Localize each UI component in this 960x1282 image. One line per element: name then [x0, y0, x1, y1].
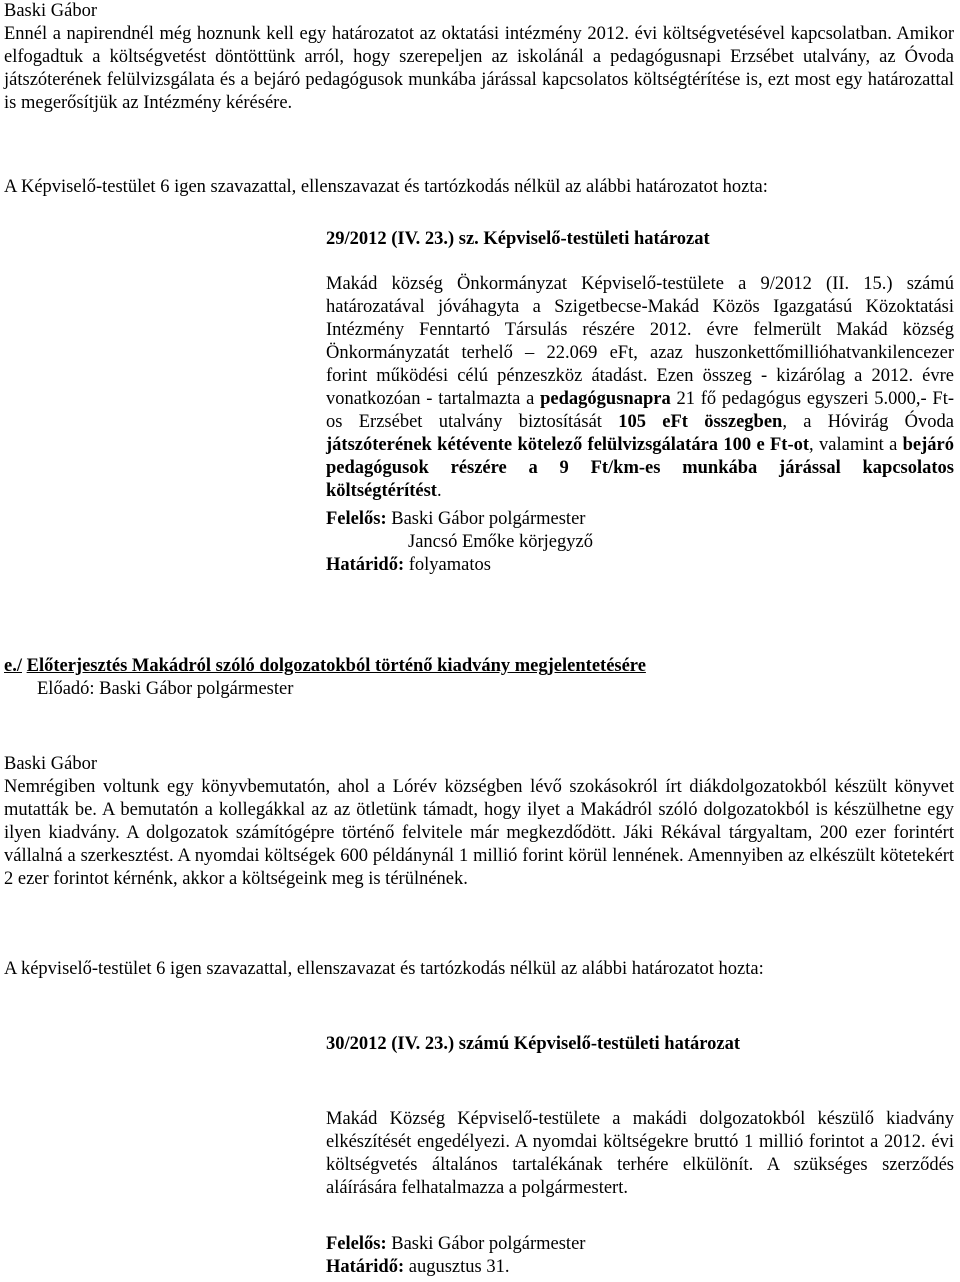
deadline-line [326, 554, 926, 577]
presenter-line: Előadó: Baski Gábor polgármester [37, 679, 294, 699]
resolution-text: 21 fő pedagógus egyszeri 5.000,- Ft-os Erzsébet utalvány biztosítását [326, 389, 954, 432]
vote-statement: A Képviselő-testület 6 igen szavazattal, ellenszavazat és tartózkodás nélkül az alábbi határozatot hozta: [4, 177, 768, 197]
resolution-emphasis: bejáró pedagógusok részére a 9 Ft/km-es munkába járással kapcsolatos költségtérítést [326, 435, 954, 501]
resolution-body: Makád Község Képviselő-testülete a makádi dolgozatokból készülő kiadvány elkészítését engedélyezi. A nyomdai költségekre bruttó 1 millió forintot a 2012. évi költségvetés általános tartalékának terhére elkülönít. A szükséges szerződés aláírására felhatalmazza a polgármestert. [326, 1109, 954, 1198]
speaker-name: Baski Gábor [4, 754, 97, 774]
resolution-emphasis: játszóterének kétévente kötelező felülvizsgálatára 100 e Ft-ot [326, 435, 810, 455]
deadline-value: folyamatos [408, 555, 491, 575]
responsible-line [326, 508, 926, 554]
resolution-emphasis: 105 eFt összegben [618, 412, 783, 432]
responsible-person-secondary: Jancsó Emőke körjegyző [408, 532, 593, 552]
responsible-label: Felelős: [326, 1234, 387, 1254]
section-number: e./ [4, 656, 22, 676]
resolution-text: , valamint a [809, 435, 903, 455]
resolution-title: 29/2012 (IV. 23.) sz. Képviselő-testületi határozat [326, 229, 710, 249]
deadline-value: augusztus 31. [408, 1257, 510, 1277]
resolution-body [326, 273, 954, 503]
resolution-text: Makád község Önkormányzat Képviselő-testülete a 9/2012 (II. 15.) számú határozatával jóváhagyta a Szigetbecse-Makád Közös Igazgatású Közoktatási Intézmény Fenntartó Társulás részére 2012. évre felmerült Makád község Önkormányzatát terhelő – 22.069 eFt, azaz huszonkettőmillióhatvankilencezer forint működési célú pénzeszköz átadást. Ezen összeg - kizárólag a 2012. évre vonatkozóan - tartalmazta a [326, 274, 954, 409]
deadline-label: Határidő: [326, 555, 405, 575]
intro-paragraph: Ennél a napirendnél még hoznunk kell egy határozatot az oktatási intézmény 2012. évi költségvetésével kapcsolatban. Amikor elfogadtuk a költségvetést döntöttünk arról, hogy szerepeljen az iskolánál a pedagógusnapi Erzsébet utalvány, az Óvoda játszóterének felülvizsgálata és a bejáró pedagógusok munkába járással kapcsolatos költségtérítése is, ezt most egy határozattal is megerősítjük az Intézmény kérésére. [4, 24, 954, 113]
resolution-text: , a Hóvirág Óvoda [782, 412, 954, 432]
deadline-label: Határidő: [326, 1257, 405, 1277]
speech-paragraph: Nemrégiben voltunk egy könyvbemutatón, ahol a Lórév községben lévő szokásokról írt diákdolgozatokból készült könyvet mutatták be. A bemutatón a kollegákkal az az ötletünk támadt, hogy ilyet a Makádról szóló dolgozatokból is készülhetne egy ilyen kiadvány. A dolgozatok számítógépre történő felvitele már megkezdődött. Jáki Rékával tárgyaltam, 200 ezer forintért vállalná a szerkesztést. A nyomdai költségek 600 példánynál 1 millió forint körül lennének. Amennyiben az elkészült kötetekért 2 ezer forintot kérnénk, akkor a költségeink meg is térülnének. [4, 777, 954, 889]
responsible-person: Baski Gábor polgármester [391, 509, 586, 529]
responsible-label: Felelős: [326, 509, 387, 529]
vote-statement: A képviselő-testület 6 igen szavazattal, ellenszavazat és tartózkodás nélkül az alábbi határozatot hozta: [4, 959, 764, 979]
responsible-line [326, 1233, 926, 1256]
resolution-text: . [436, 481, 442, 501]
speaker-name: Baski Gábor [4, 1, 97, 21]
resolution-title: 30/2012 (IV. 23.) számú Képviselő-testületi határozat [326, 1034, 740, 1054]
responsible-person: Baski Gábor polgármester [391, 1234, 586, 1254]
resolution-emphasis: pedagógusnapra [540, 389, 671, 409]
section-heading [4, 655, 954, 678]
deadline-line [326, 1256, 926, 1279]
section-title: Előterjesztés Makádról szóló dolgozatokból történő kiadvány megjelentetésére [26, 656, 646, 676]
